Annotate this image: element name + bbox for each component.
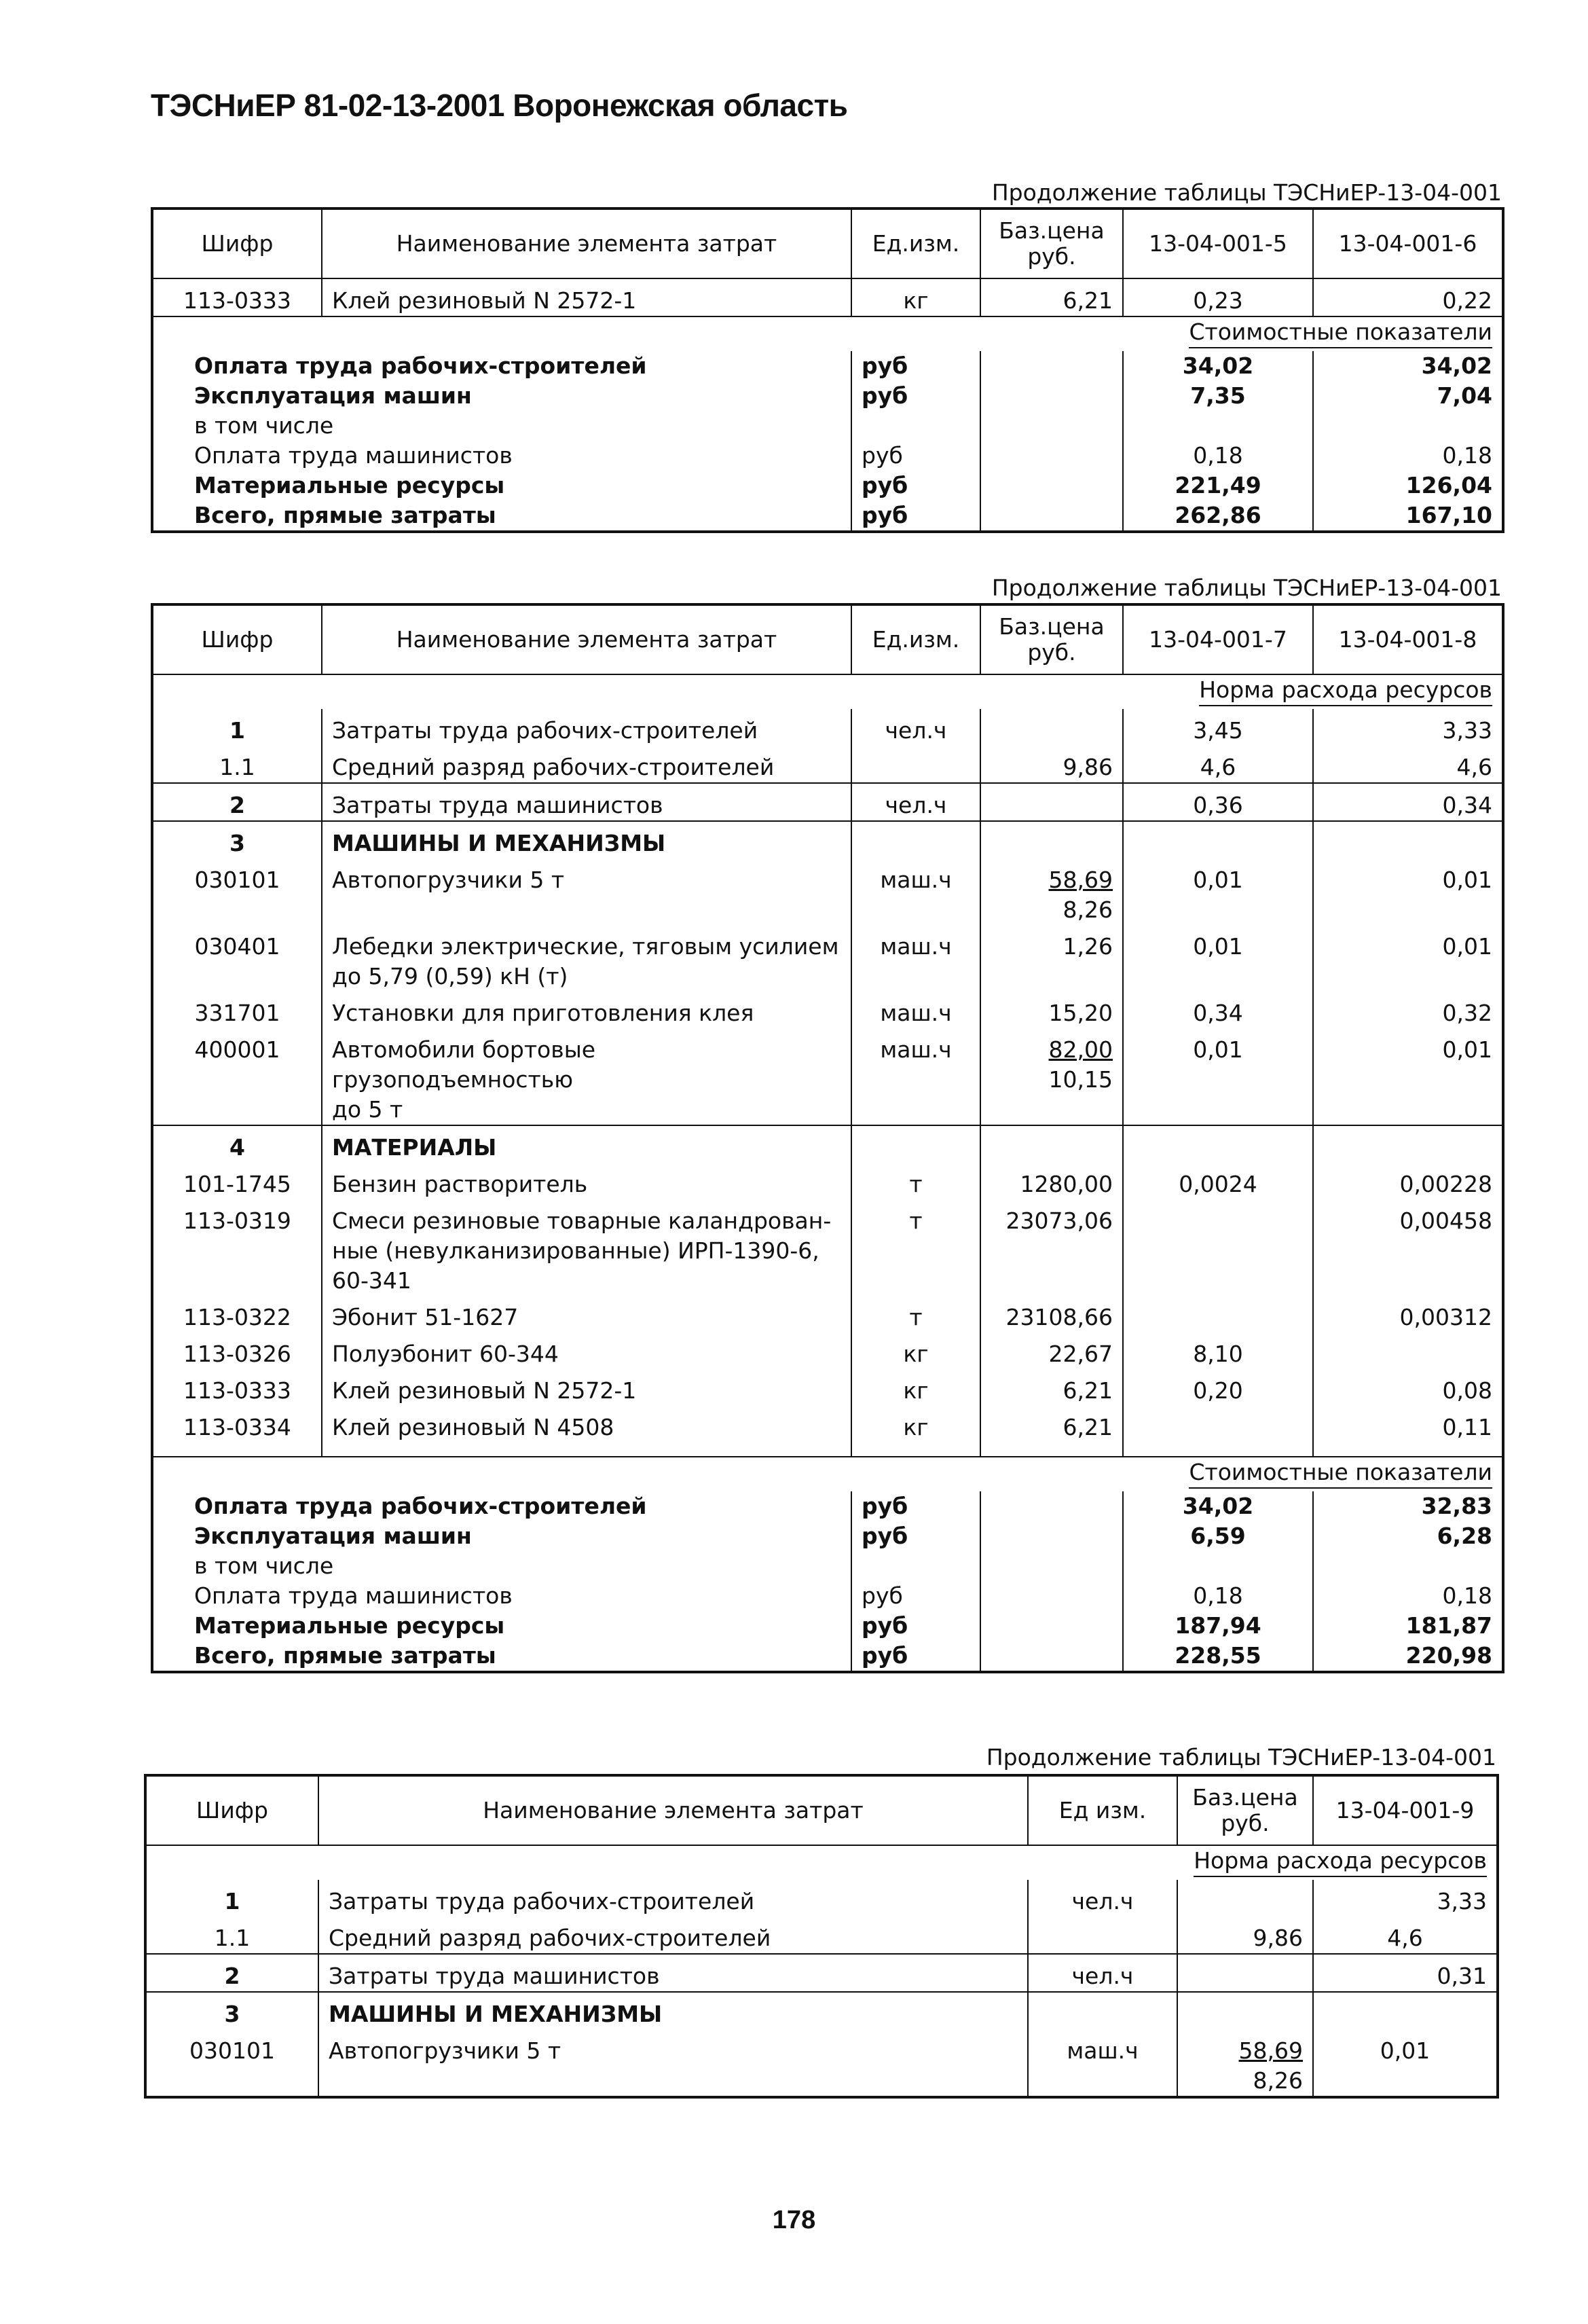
table1-header-row bbox=[152, 208, 1503, 278]
cost-section-title: Стоимостные показатели bbox=[152, 1457, 1503, 1491]
table-row bbox=[145, 2029, 1498, 2097]
row-code: 331701 bbox=[152, 992, 322, 1028]
row-code: 113-0326 bbox=[152, 1332, 322, 1369]
table3-caption: Продолжение таблицы ТЭСНиЕР-13-04-001 bbox=[986, 1744, 1496, 1771]
row-name: Автопогрузчики 5 т bbox=[322, 858, 851, 925]
cost-b: 7,04 bbox=[1313, 381, 1503, 411]
row-value-a: 0,34 bbox=[1123, 992, 1313, 1028]
table2-caption: Продолжение таблицы ТЭСНиЕР-13-04-001 bbox=[991, 575, 1502, 601]
cost-unit: руб bbox=[851, 1491, 980, 1521]
table1 bbox=[151, 207, 1504, 533]
cost-row bbox=[152, 1551, 1503, 1581]
row-unit: маш.ч bbox=[851, 858, 980, 925]
cost-name: Материальные ресурсы bbox=[152, 1611, 851, 1641]
cost-unit: руб bbox=[851, 441, 980, 471]
table1-caption: Продолжение таблицы ТЭСНиЕР-13-04-001 bbox=[991, 179, 1502, 206]
cost-name: Оплата труда рабочих-строителей bbox=[152, 351, 851, 381]
row-name: Смеси резиновые товарные каландрован- ные (невулканизированные) ИРП-1390-6, 60-341 bbox=[322, 1199, 851, 1296]
row-code: 113-0319 bbox=[152, 1199, 322, 1296]
cost-name: Оплата труда машинистов bbox=[152, 441, 851, 471]
row-value-a: 0,0024 bbox=[1123, 1163, 1313, 1199]
row-value-a: 4,6 bbox=[1123, 746, 1313, 783]
row-name: Эбонит 51-1627 bbox=[322, 1296, 851, 1332]
table-row bbox=[145, 1917, 1498, 1954]
group-row bbox=[152, 1125, 1503, 1163]
col-code-header: Шифр bbox=[152, 208, 322, 278]
cost-b: 167,10 bbox=[1313, 501, 1503, 532]
row-price: 1280,00 bbox=[980, 1163, 1123, 1199]
cost-b: 32,83 bbox=[1313, 1491, 1503, 1521]
cost-b: 0,18 bbox=[1313, 1581, 1503, 1611]
table-row bbox=[145, 1880, 1498, 1917]
table3 bbox=[144, 1774, 1499, 2099]
col-price-header: Баз.цена руб. bbox=[1177, 1775, 1313, 1845]
row-value-b: 0,08 bbox=[1313, 1369, 1503, 1406]
table-row bbox=[152, 1406, 1503, 1457]
row-value-b: 0,34 bbox=[1313, 783, 1503, 821]
row-unit: чел.ч bbox=[1028, 1954, 1177, 1992]
table-row bbox=[152, 1163, 1503, 1199]
col-code-header: Шифр bbox=[145, 1775, 318, 1845]
cost-a: 34,02 bbox=[1123, 351, 1313, 381]
row-code: 400001 bbox=[152, 1028, 322, 1125]
row-name: Средний разряд рабочих-строителей bbox=[318, 1917, 1028, 1954]
col-name-header: Наименование элемента затрат bbox=[318, 1775, 1028, 1845]
col-a-header: 13-04-001-7 bbox=[1123, 604, 1313, 674]
section-heading-row bbox=[152, 674, 1503, 709]
row-code: 113-0333 bbox=[152, 278, 322, 316]
cost-a: 0,18 bbox=[1123, 441, 1313, 471]
group-title: МАТЕРИАЛЫ bbox=[322, 1125, 851, 1163]
table-row bbox=[152, 1369, 1503, 1406]
cost-a: 6,59 bbox=[1123, 1521, 1313, 1551]
row-value-b: 0,01 bbox=[1313, 925, 1503, 992]
row-unit: т bbox=[851, 1296, 980, 1332]
cost-a: 34,02 bbox=[1123, 1491, 1313, 1521]
row-code: 113-0333 bbox=[152, 1369, 322, 1406]
cost-a: 221,49 bbox=[1123, 471, 1313, 501]
cost-row bbox=[152, 1491, 1503, 1521]
row-name: Затраты труда машинистов bbox=[322, 783, 851, 821]
row-code: 113-0334 bbox=[152, 1406, 322, 1457]
row-price: 9,86 bbox=[980, 746, 1123, 783]
row-code: 4 bbox=[152, 1125, 322, 1163]
row-unit: кг bbox=[851, 1332, 980, 1369]
cost-b: 0,18 bbox=[1313, 441, 1503, 471]
col-name-header: Наименование элемента затрат bbox=[322, 604, 851, 674]
row-value-b: 0,00228 bbox=[1313, 1163, 1503, 1199]
cost-unit: руб bbox=[851, 381, 980, 411]
row-unit: чел.ч bbox=[1028, 1880, 1177, 1917]
cost-name: в том числе bbox=[152, 411, 851, 441]
group-title: МАШИНЫ И МЕХАНИЗМЫ bbox=[322, 821, 851, 858]
table-row bbox=[152, 1028, 1503, 1125]
row-price: 23073,06 bbox=[980, 1199, 1123, 1296]
row-code: 030101 bbox=[152, 858, 322, 925]
cost-b: 6,28 bbox=[1313, 1521, 1503, 1551]
cost-row bbox=[152, 1611, 1503, 1641]
row-name: Затраты труда рабочих-строителей bbox=[318, 1880, 1028, 1917]
norm-section-title: Норма расхода ресурсов bbox=[152, 674, 1503, 709]
row-value-b: 0,11 bbox=[1313, 1406, 1503, 1457]
row-value-b: 4,6 bbox=[1313, 746, 1503, 783]
row-price: 82,00 10,15 bbox=[980, 1028, 1123, 1125]
cost-unit: руб bbox=[851, 501, 980, 532]
section-heading-row bbox=[145, 1845, 1498, 1880]
row-code: 1.1 bbox=[152, 746, 322, 783]
row-code: 1 bbox=[152, 709, 322, 746]
row-unit: маш.ч bbox=[851, 992, 980, 1028]
row-price: 58,69 8,26 bbox=[980, 858, 1123, 925]
cost-a: 262,86 bbox=[1123, 501, 1313, 532]
cost-b: 181,87 bbox=[1313, 1611, 1503, 1641]
row-code: 3 bbox=[152, 821, 322, 858]
row-value-a: 3,33 bbox=[1313, 1880, 1498, 1917]
page-number: 178 bbox=[772, 2206, 816, 2234]
cost-row bbox=[152, 411, 1503, 441]
row-name: Автомобили бортовые грузоподъемностью до 5 т bbox=[322, 1028, 851, 1125]
cost-unit: руб bbox=[851, 1581, 980, 1611]
cost-unit: руб bbox=[851, 1641, 980, 1672]
row-code: 030101 bbox=[145, 2029, 318, 2097]
cost-a: 187,94 bbox=[1123, 1611, 1313, 1641]
row-value-a bbox=[1123, 1199, 1313, 1296]
cost-a: 228,55 bbox=[1123, 1641, 1313, 1672]
row-value-a: 4,6 bbox=[1313, 1917, 1498, 1954]
cost-b: 34,02 bbox=[1313, 351, 1503, 381]
cost-row bbox=[152, 441, 1503, 471]
row-unit: чел.ч bbox=[851, 709, 980, 746]
col-a-header: 13-04-001-5 bbox=[1123, 208, 1313, 278]
cost-b: 220,98 bbox=[1313, 1641, 1503, 1672]
cost-unit: руб bbox=[851, 351, 980, 381]
row-price: 6,21 bbox=[980, 278, 1123, 316]
row-unit: маш.ч bbox=[851, 1028, 980, 1125]
cost-section-title: Стоимостные показатели bbox=[152, 316, 1503, 351]
group-title: МАШИНЫ И МЕХАНИЗМЫ bbox=[318, 1992, 1028, 2029]
row-unit: т bbox=[851, 1163, 980, 1199]
cost-b: 126,04 bbox=[1313, 471, 1503, 501]
row-value-a: 8,10 bbox=[1123, 1332, 1313, 1369]
section-heading-row bbox=[152, 316, 1503, 351]
table3-header-row bbox=[145, 1775, 1498, 1845]
table-row bbox=[152, 278, 1503, 316]
row-value-a: 0,01 bbox=[1313, 2029, 1498, 2097]
row-name: Установки для приготовления клея bbox=[322, 992, 851, 1028]
row-price: 6,21 bbox=[980, 1369, 1123, 1406]
row-value-a: 0,01 bbox=[1123, 925, 1313, 992]
row-value-b: 0,01 bbox=[1313, 858, 1503, 925]
row-name: Клей резиновый N 2572-1 bbox=[322, 1369, 851, 1406]
table2-header-row bbox=[152, 604, 1503, 674]
row-code: 2 bbox=[152, 783, 322, 821]
group-row bbox=[145, 1992, 1498, 2029]
row-name: Лебедки электрические, тяговым усилием до 5,79 (0,59) кН (т) bbox=[322, 925, 851, 992]
row-value-a: 0,23 bbox=[1123, 278, 1313, 316]
table-row bbox=[152, 858, 1503, 925]
row-unit: т bbox=[851, 1199, 980, 1296]
table-row bbox=[152, 709, 1503, 746]
row-unit: кг bbox=[851, 1406, 980, 1457]
row-code: 101-1745 bbox=[152, 1163, 322, 1199]
col-unit-header: Ед.изм. bbox=[851, 208, 980, 278]
row-value-a: 0,36 bbox=[1123, 783, 1313, 821]
col-price-header: Баз.цена руб. bbox=[980, 604, 1123, 674]
cost-unit: руб bbox=[851, 1611, 980, 1641]
table-row bbox=[152, 783, 1503, 821]
cost-row bbox=[152, 471, 1503, 501]
table-row bbox=[152, 1199, 1503, 1296]
row-unit: кг bbox=[851, 1369, 980, 1406]
col-unit-header: Ед.изм. bbox=[851, 604, 980, 674]
row-value-b bbox=[1313, 1332, 1503, 1369]
row-name: Полуэбонит 60-344 bbox=[322, 1332, 851, 1369]
row-unit: маш.ч bbox=[1028, 2029, 1177, 2097]
row-value-b: 0,00458 bbox=[1313, 1199, 1503, 1296]
cost-a: 0,18 bbox=[1123, 1581, 1313, 1611]
row-unit: маш.ч bbox=[851, 925, 980, 992]
row-price: 9,86 bbox=[1177, 1917, 1313, 1954]
table-row bbox=[152, 1296, 1503, 1332]
row-code: 030401 bbox=[152, 925, 322, 992]
row-price: 58,69 8,26 bbox=[1177, 2029, 1313, 2097]
row-value-a bbox=[1123, 1296, 1313, 1332]
row-value-b: 0,00312 bbox=[1313, 1296, 1503, 1332]
cost-name: Эксплуатация машин bbox=[152, 381, 851, 411]
row-code: 113-0322 bbox=[152, 1296, 322, 1332]
row-value-a: 0,01 bbox=[1123, 1028, 1313, 1125]
section-heading-row bbox=[152, 1457, 1503, 1491]
cost-name: Эксплуатация машин bbox=[152, 1521, 851, 1551]
cost-row bbox=[152, 1521, 1503, 1551]
row-code: 1.1 bbox=[145, 1917, 318, 1954]
row-price: 1,26 bbox=[980, 925, 1123, 992]
page-title: ТЭСНиЕР 81-02-13-2001 Воронежская область bbox=[151, 88, 848, 123]
cost-a: 7,35 bbox=[1123, 381, 1313, 411]
table2 bbox=[151, 603, 1504, 1673]
row-unit: чел.ч bbox=[851, 783, 980, 821]
row-value-b: 0,01 bbox=[1313, 1028, 1503, 1125]
cost-unit: руб bbox=[851, 1521, 980, 1551]
row-price: 6,21 bbox=[980, 1406, 1123, 1457]
row-value-b: 3,33 bbox=[1313, 709, 1503, 746]
row-price: 23108,66 bbox=[980, 1296, 1123, 1332]
cost-row bbox=[152, 351, 1503, 381]
cost-row bbox=[152, 1641, 1503, 1672]
row-value-b: 0,22 bbox=[1313, 278, 1503, 316]
cost-name: Оплата труда рабочих-строителей bbox=[152, 1491, 851, 1521]
table-row bbox=[152, 1332, 1503, 1369]
row-price: 22,67 bbox=[980, 1332, 1123, 1369]
row-value-a: 0,20 bbox=[1123, 1369, 1313, 1406]
table-row bbox=[152, 925, 1503, 992]
row-name: Средний разряд рабочих-строителей bbox=[322, 746, 851, 783]
table-row bbox=[145, 1954, 1498, 1992]
row-value-b: 0,32 bbox=[1313, 992, 1503, 1028]
row-value-a: 3,45 bbox=[1123, 709, 1313, 746]
col-price-header: Баз.цена руб. bbox=[980, 208, 1123, 278]
row-name: Клей резиновый N 2572-1 bbox=[322, 278, 851, 316]
group-row bbox=[152, 821, 1503, 858]
col-a-header: 13-04-001-9 bbox=[1313, 1775, 1498, 1845]
row-name: Автопогрузчики 5 т bbox=[318, 2029, 1028, 2097]
row-unit: кг bbox=[851, 278, 980, 316]
row-name: Бензин растворитель bbox=[322, 1163, 851, 1199]
table-row bbox=[152, 992, 1503, 1028]
col-code-header: Шифр bbox=[152, 604, 322, 674]
row-value-a: 0,01 bbox=[1123, 858, 1313, 925]
cost-unit: руб bbox=[851, 471, 980, 501]
row-value-a bbox=[1123, 1406, 1313, 1457]
col-b-header: 13-04-001-6 bbox=[1313, 208, 1503, 278]
cost-name: Всего, прямые затраты bbox=[152, 1641, 851, 1672]
row-code: 1 bbox=[145, 1880, 318, 1917]
cost-name: Оплата труда машинистов bbox=[152, 1581, 851, 1611]
cost-row bbox=[152, 1581, 1503, 1611]
col-unit-header: Ед изм. bbox=[1028, 1775, 1177, 1845]
norm-section-title: Норма расхода ресурсов bbox=[145, 1845, 1498, 1880]
cost-name: Материальные ресурсы bbox=[152, 471, 851, 501]
col-b-header: 13-04-001-8 bbox=[1313, 604, 1503, 674]
row-code: 2 bbox=[145, 1954, 318, 1992]
table-row bbox=[152, 746, 1503, 783]
cost-row bbox=[152, 501, 1503, 532]
row-name: Затраты труда рабочих-строителей bbox=[322, 709, 851, 746]
row-name: Клей резиновый N 4508 bbox=[322, 1406, 851, 1457]
col-name-header: Наименование элемента затрат bbox=[322, 208, 851, 278]
cost-row bbox=[152, 381, 1503, 411]
cost-name: Всего, прямые затраты bbox=[152, 501, 851, 532]
row-value-a: 0,31 bbox=[1313, 1954, 1498, 1992]
row-price: 15,20 bbox=[980, 992, 1123, 1028]
cost-name: в том числе bbox=[152, 1551, 851, 1581]
row-name: Затраты труда машинистов bbox=[318, 1954, 1028, 1992]
row-code: 3 bbox=[145, 1992, 318, 2029]
